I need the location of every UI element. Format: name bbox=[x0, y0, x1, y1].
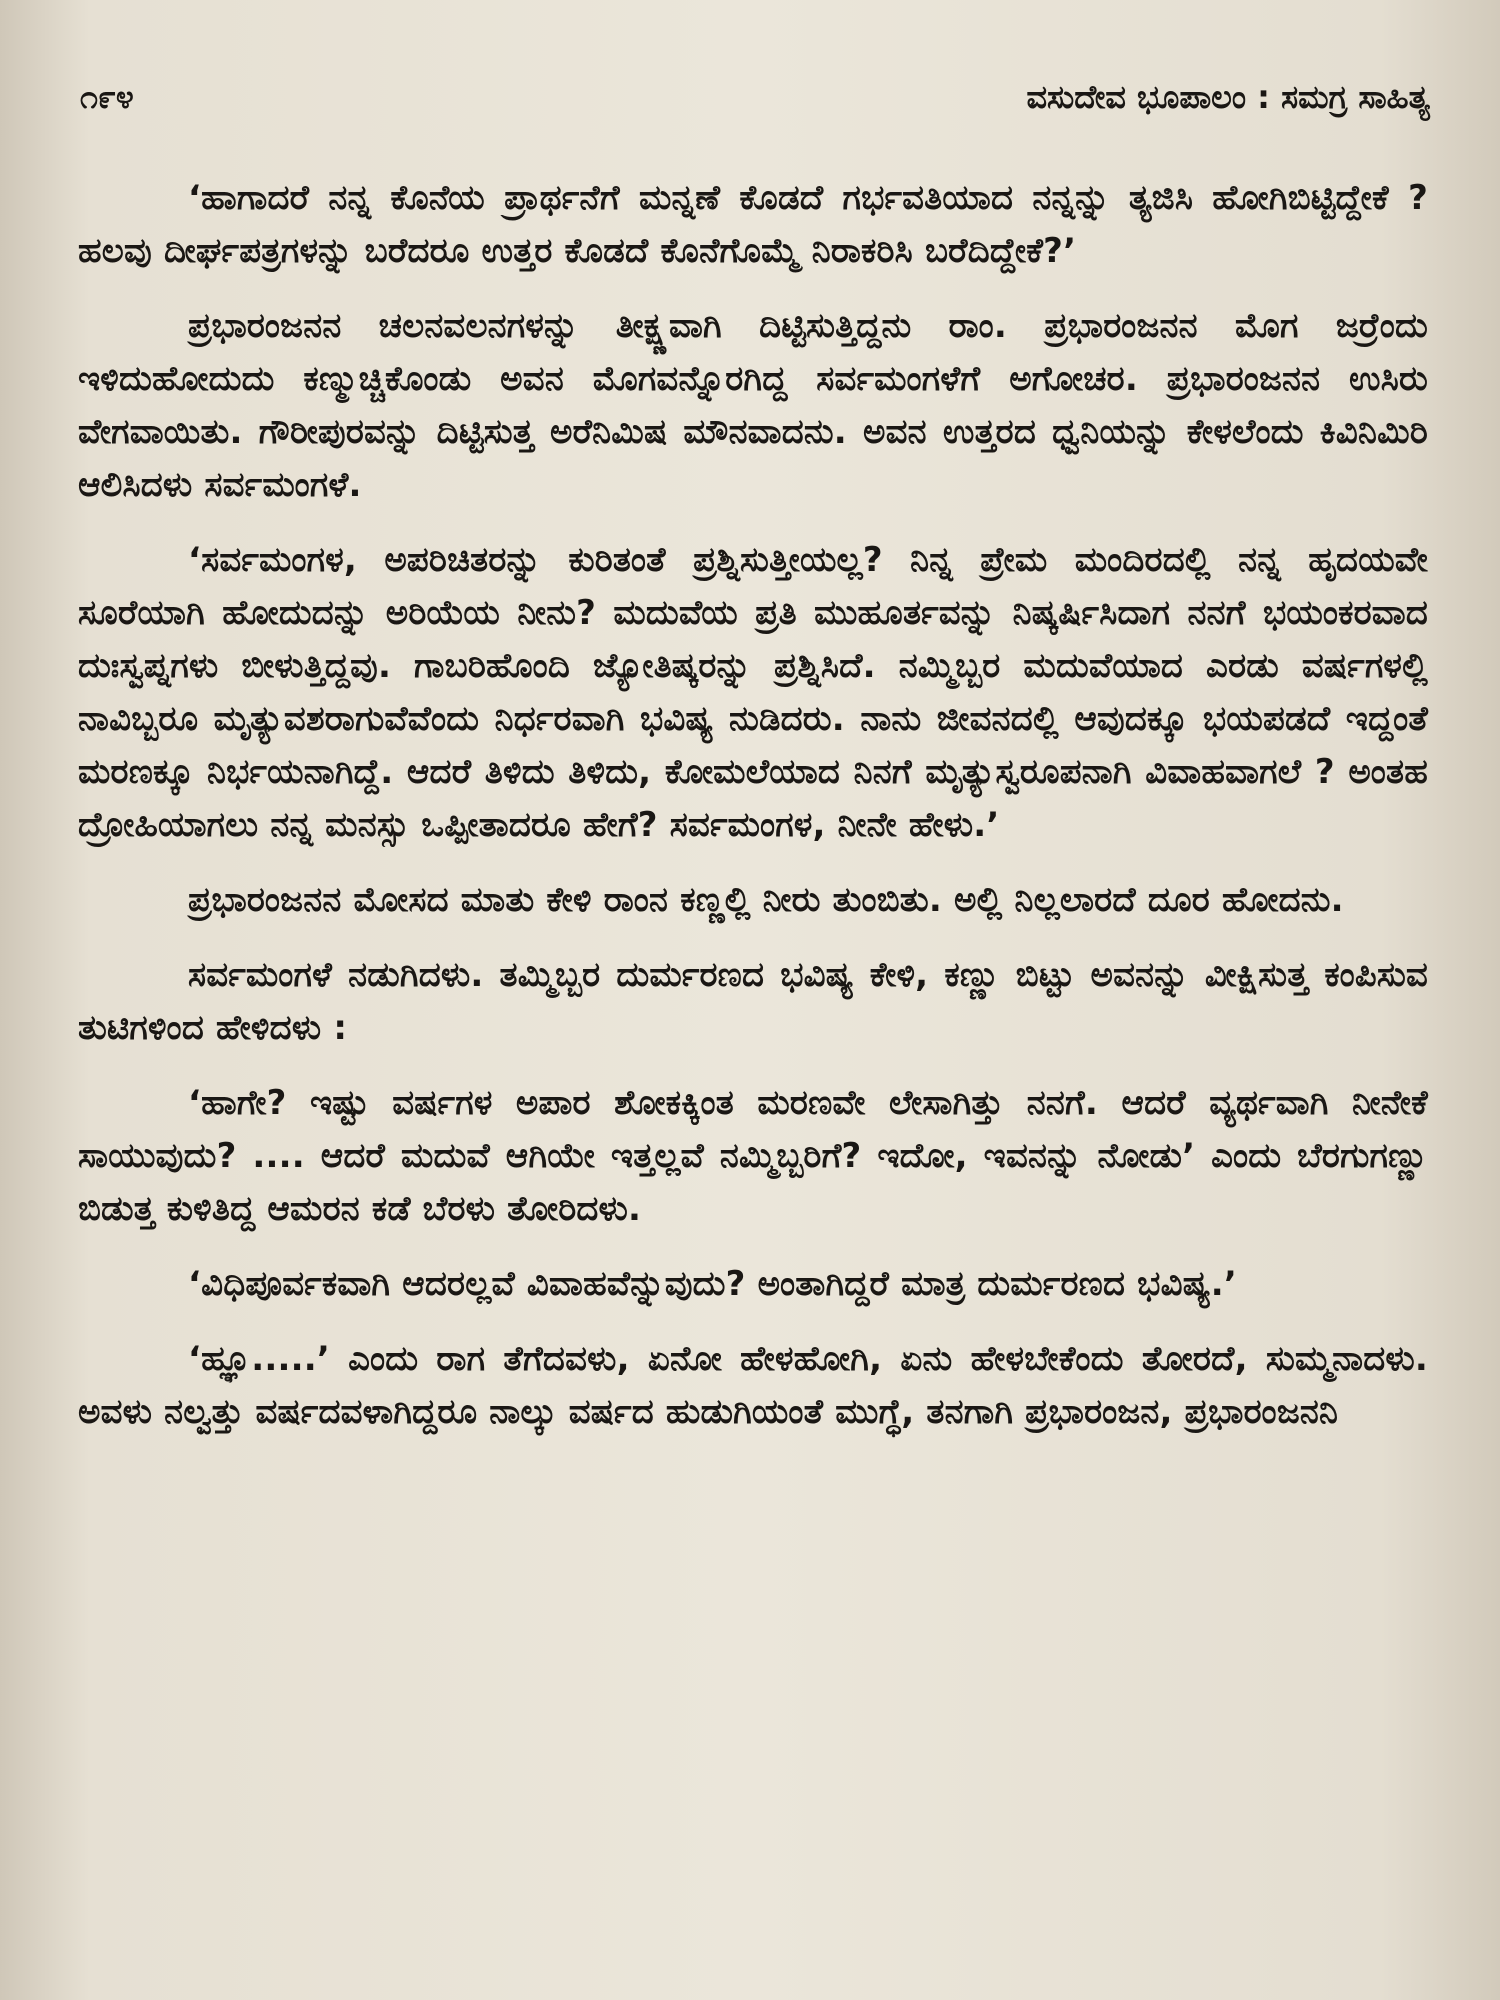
paragraph-8: ‘ಹ್ಞೂ.....’ ಎಂದು ರಾಗ ತೆಗೆದವಳು, ಏನೋ ಹೇಳಹೋಗಿ, ಏನು ಹೇಳಬೇಕೆಂದು ತೋರದೆ, ಸುಮ್ಮನಾದಳು. ಅವಳು ನಲ್ವತ್ತು ವರ್ಷದವಳಾಗಿದ್ದರೂ ನಾಲ್ಕು ವರ್ಷದ ಹುಡುಗಿಯಂತೆ ಮುಗ್ಧೆ, ತನಗಾಗಿ ಪ್ರಭಾರಂಜನ, ಪ್ರಭಾರಂಜನನಿ bbox=[78, 1339, 1428, 1432]
running-title: ವಸುದೇವ ಭೂಪಾಲಂ : ಸಮಗ್ರ ಸಾಹಿತ್ಯ bbox=[1026, 78, 1430, 116]
body-text bbox=[78, 172, 1428, 1461]
page-header bbox=[80, 78, 1430, 128]
paragraph-5: ಸರ್ವಮಂಗಳೆ ನಡುಗಿದಳು. ತಮ್ಮಿಬ್ಬರ ದುರ್ಮರಣದ ಭವಿಷ್ಯ ಕೇಳಿ, ಕಣ್ಣು ಬಿಟ್ಟು ಅವನನ್ನು ವೀಕ್ಷಿಸುತ್ತ ಕಂಪಿಸುವ ತುಟಿಗಳಿಂದ ಹೇಳಿದಳು : bbox=[78, 955, 1428, 1048]
paragraph-2: ಪ್ರಭಾರಂಜನನ ಚಲನವಲನಗಳನ್ನು ತೀಕ್ಷ್ಣವಾಗಿ ದಿಟ್ಟಿಸುತ್ತಿದ್ದನು ರಾಂ. ಪ್ರಭಾರಂಜನನ ಮೊಗ ಜರ್‍ರೆಂದು ಇಳಿದುಹೋದುದು ಕಣ್ಮುಚ್ಚಿಕೊಂಡು ಅವನ ಮೊಗವನ್ನೊರಗಿದ್ದ ಸರ್ವಮಂಗಳೆಗೆ ಅಗೋಚರ. ಪ್ರಭಾರಂಜನನ ಉಸಿರು ವೇಗವಾಯಿತು. ಗೌರೀಪುರವನ್ನು ದಿಟ್ಟಿಸುತ್ತ ಅರೆನಿಮಿಷ ಮೌನವಾದನು. ಅವನ ಉತ್ತರದ ಧ್ವನಿಯನ್ನು ಕೇಳಲೆಂದು ಕಿವಿನಿಮಿರಿ ಆಲಿಸಿದಳು ಸರ್ವಮಂಗಳೆ. bbox=[78, 306, 1428, 505]
paragraph-3: ‘ಸರ್ವಮಂಗಳ, ಅಪರಿಚಿತರನ್ನು ಕುರಿತಂತೆ ಪ್ರಶ್ನಿಸುತ್ತೀಯಲ್ಲ? ನಿನ್ನ ಪ್ರೇಮ ಮಂದಿರದಲ್ಲಿ ನನ್ನ ಹೃದಯವೇ ಸೂರೆಯಾಗಿ ಹೋದುದನ್ನು ಅರಿಯೆಯ ನೀನು? ಮದುವೆಯ ಪ್ರತಿ ಮುಹೂರ್ತವನ್ನು ನಿಷ್ಕರ್ಷಿಸಿದಾಗ ನನಗೆ ಭಯಂಕರವಾದ ದುಃಸ್ವಪ್ನಗಳು ಬೀಳುತ್ತಿದ್ದವು. ಗಾಬರಿಹೊಂದಿ ಜ್ಯೋತಿಷ್ಕರನ್ನು ಪ್ರಶ್ನಿಸಿದೆ. ನಮ್ಮಿಬ್ಬರ ಮದುವೆಯಾದ ಎರಡು ವರ್ಷಗಳಲ್ಲಿ ನಾವಿಬ್ಬರೂ ಮೃತ್ಯುವಶರಾಗುವೆವೆಂದು ನಿರ್ಧರವಾಗಿ ಭವಿಷ್ಯ ನುಡಿದರು. ನಾನು ಜೀವನದಲ್ಲಿ ಆವುದಕ್ಕೂ ಭಯಪಡದೆ ಇದ್ದಂತೆ ಮರಣಕ್ಕೂ ನಿರ್ಭಯನಾಗಿದ್ದೆ. ಆದರೆ ತಿಳಿದು ತಿಳಿದು, ಕೋಮಲೆಯಾದ ನಿನಗೆ ಮೃತ್ಯುಸ್ವರೂಪನಾಗಿ ವಿವಾಹವಾಗಲೆ ? ಅಂತಹ ದ್ರೋಹಿಯಾಗಲು ನನ್ನ ಮನಸ್ಸು ಒಪ್ಪೀತಾದರೂ ಹೇಗೆ? ಸರ್ವಮಂಗಳ, ನೀನೇ ಹೇಳು.’ bbox=[78, 540, 1428, 845]
paragraph-1: ‘ಹಾಗಾದರೆ ನನ್ನ ಕೊನೆಯ ಪ್ರಾರ್ಥನೆಗೆ ಮನ್ನಣೆ ಕೊಡದೆ ಗರ್ಭವತಿಯಾದ ನನ್ನನ್ನು ತ್ಯಜಿಸಿ ಹೋಗಿಬಿಟ್ಟಿದ್ದೇಕೆ ? ಹಲವು ದೀರ್ಘಪತ್ರಗಳನ್ನು ಬರೆದರೂ ಉತ್ತರ ಕೊಡದೆ ಕೊನೆಗೊಮ್ಮೆ ನಿರಾಕರಿಸಿ ಬರೆದಿದ್ದೇಕೆ?’ bbox=[78, 178, 1428, 271]
paragraph-6: ‘ಹಾಗೇ? ಇಷ್ಟು ವರ್ಷಗಳ ಅಪಾರ ಶೋಕಕ್ಕಿಂತ ಮರಣವೇ ಲೇಸಾಗಿತ್ತು ನನಗೆ. ಆದರೆ ವ್ಯರ್ಥವಾಗಿ ನೀನೇಕೆ ಸಾಯುವುದು? .... ಆದರೆ ಮದುವೆ ಆಗಿಯೇ ಇತ್ತಲ್ಲವೆ ನಮ್ಮಿಬ್ಬರಿಗೆ? ಇದೋ, ಇವನನ್ನು ನೋಡು’ ಎಂದು ಬೆರಗುಗಣ್ಣು ಬಿಡುತ್ತ ಕುಳಿತಿದ್ದ ಆಮರನ ಕಡೆ ಬೆರಳು ತೋರಿದಳು. bbox=[78, 1083, 1428, 1229]
page-number: ೧೯೪ bbox=[80, 78, 134, 116]
paragraph-7: ‘ವಿಧಿಪೂರ್ವಕವಾಗಿ ಆದರಲ್ಲವೆ ವಿವಾಹವೆನ್ನುವುದು? ಅಂತಾಗಿದ್ದರೆ ಮಾತ್ರ ದುರ್ಮರಣದ ಭವಿಷ್ಯ.’ bbox=[188, 1264, 1237, 1304]
paragraph-4: ಪ್ರಭಾರಂಜನನ ಮೋಸದ ಮಾತು ಕೇಳಿ ರಾಂನ ಕಣ್ಣಲ್ಲಿ ನೀರು ತುಂಬಿತು. ಅಲ್ಲಿ ನಿಲ್ಲಲಾರದೆ ದೂರ ಹೋದನು. bbox=[188, 880, 1344, 920]
